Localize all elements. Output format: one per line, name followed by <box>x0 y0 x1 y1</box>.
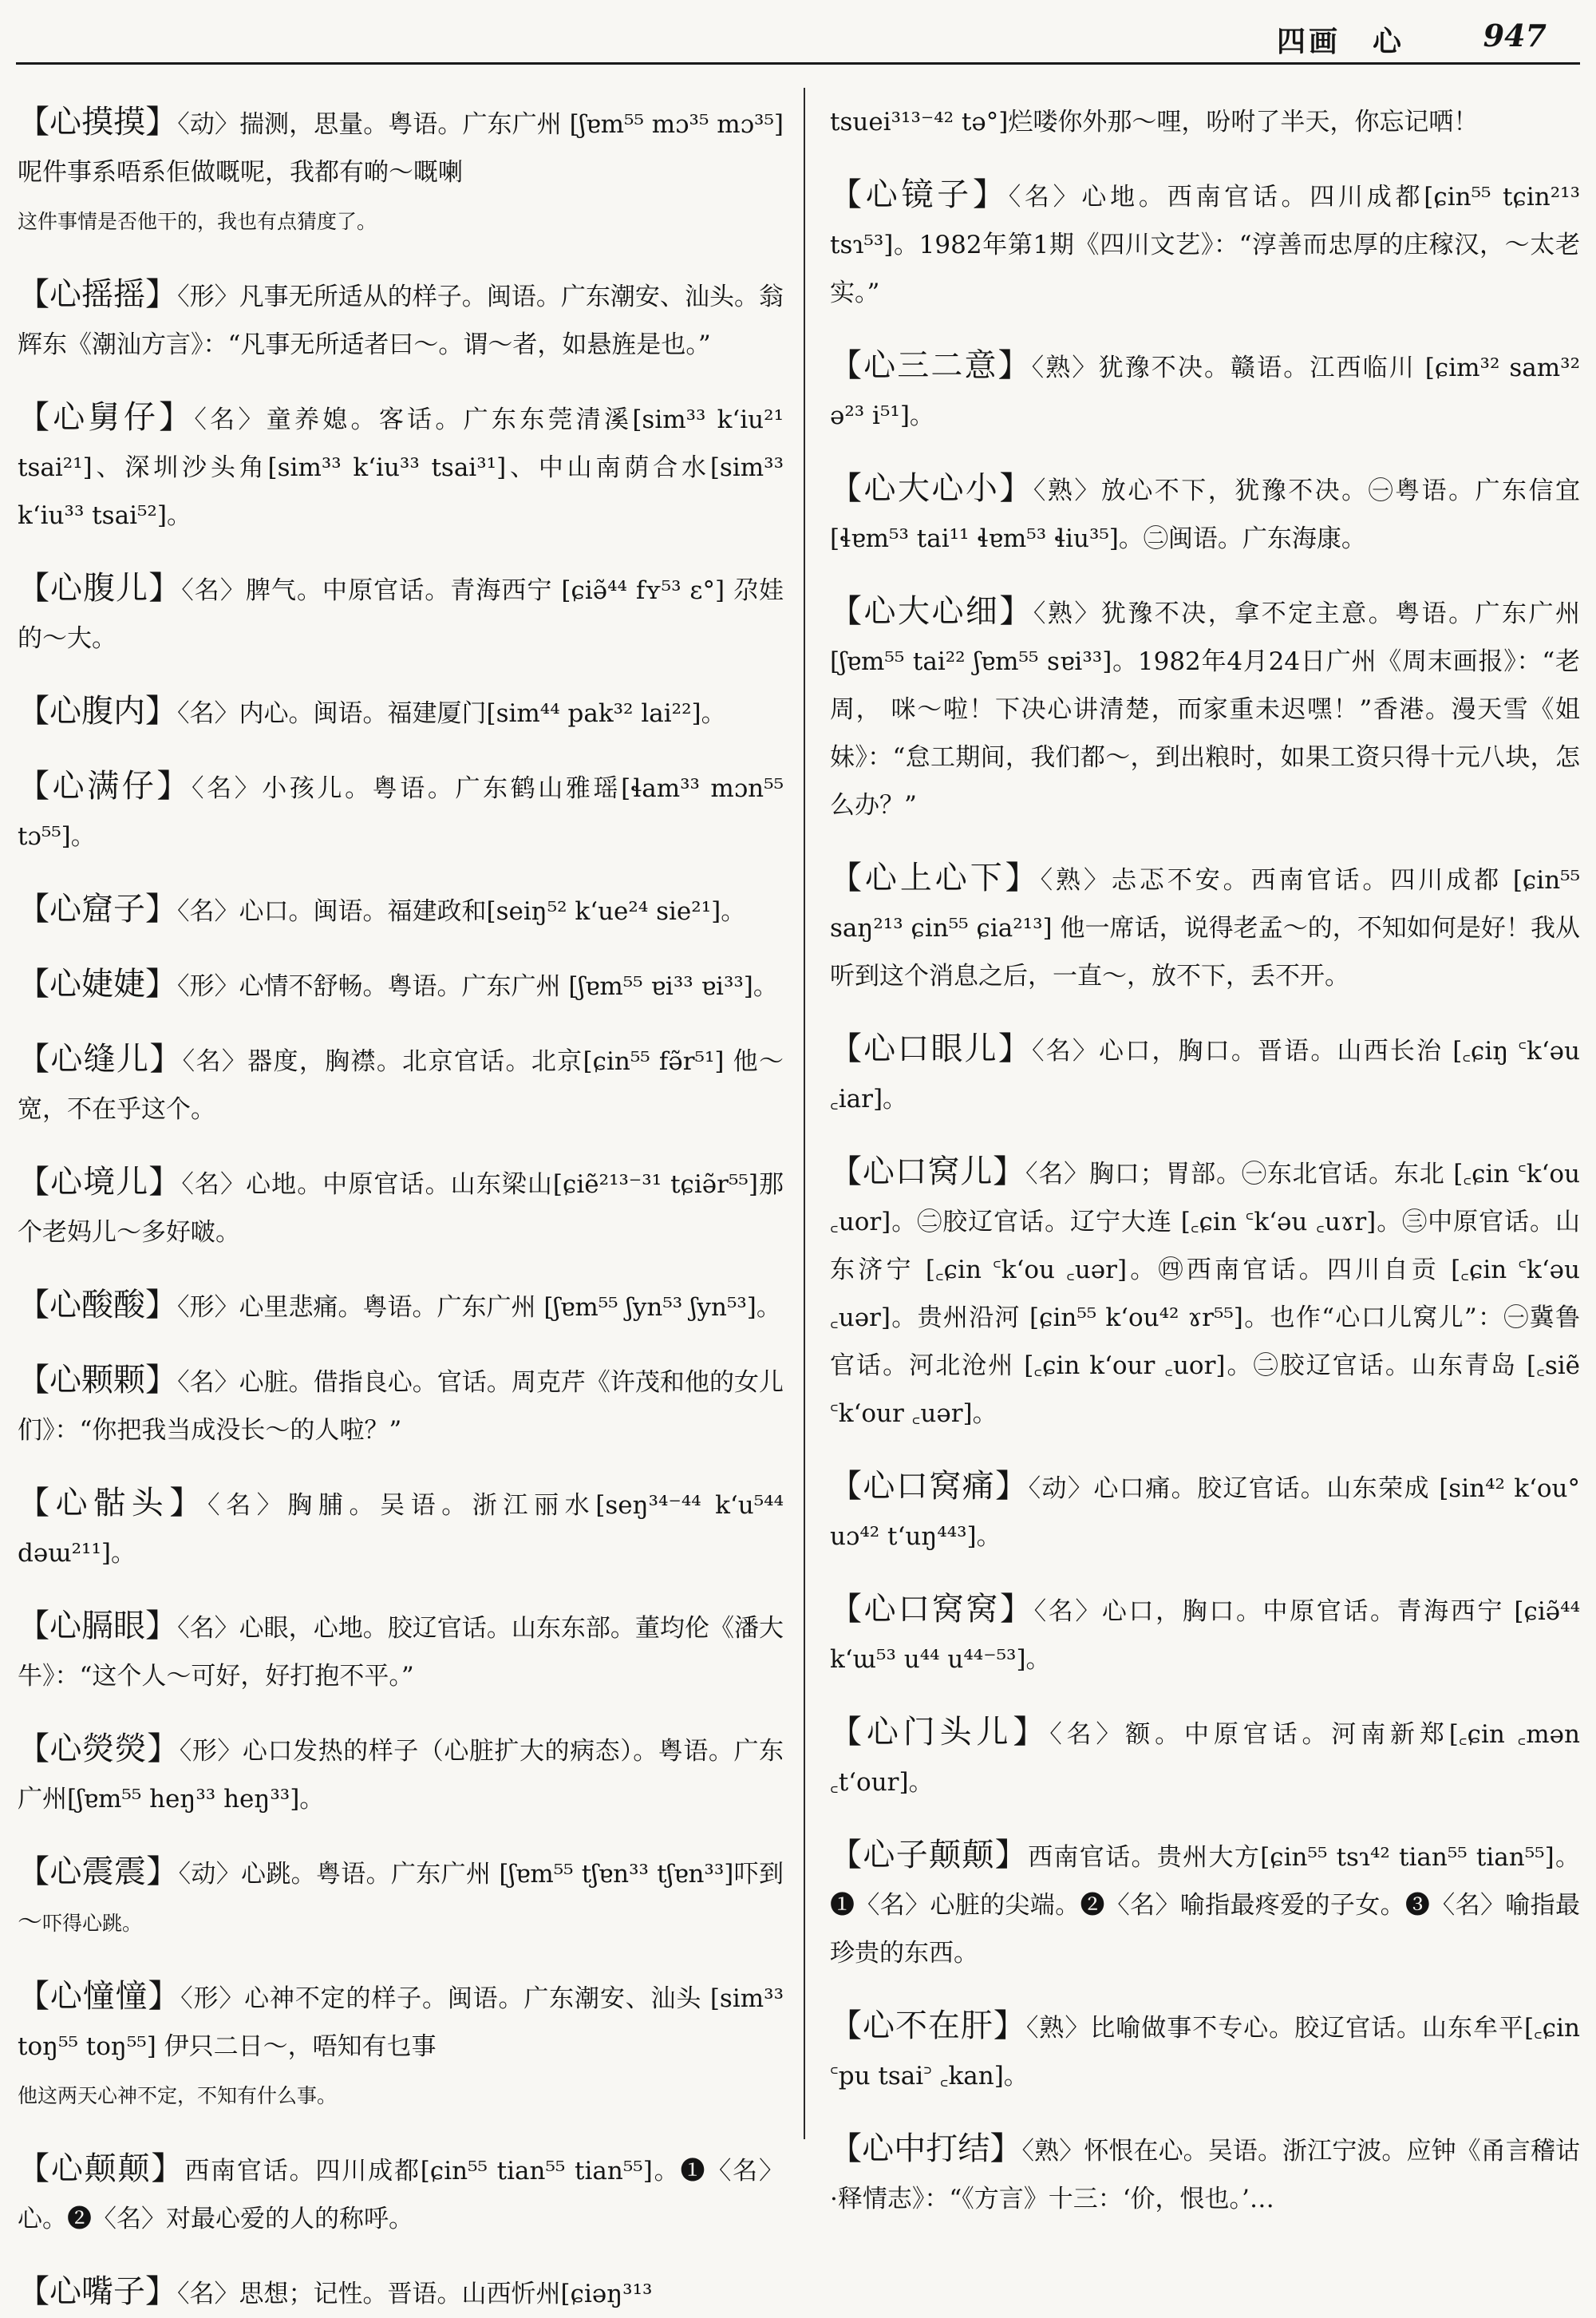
headword: 【心腹儿】 <box>18 570 182 607</box>
definition: 〈名〉脾气。中原官话。青海西宁 [ɕiə̃⁴⁴ fʏ⁵³ ɛ°] 尕娃的～大。 <box>18 576 784 653</box>
headword: 【心憧憧】 <box>18 1978 181 2015</box>
definition: 〈名〉心地。西南官话。四川成都[ɕin⁵⁵ tɕin²¹³ tsɿ⁵³]。1982年第1期《四川文艺》：“淳善而忠厚的庄稼汉，～太老实。” <box>830 183 1580 307</box>
dictionary-entry <box>18 960 784 1011</box>
dictionary-entry <box>830 465 1580 563</box>
headword: 【心骷头】 <box>18 1485 207 1521</box>
dictionary-entry <box>830 587 1580 829</box>
definition: 〈名〉童养媳。客话。广东东莞清溪[sim³³ kʻiu²¹ tsai²¹]、深圳沙头角[sim³³ kʻiu³³ tsai³¹]、中山南荫合水[sim³³ kʻiu³³ tsai⁵²]。 <box>18 405 784 530</box>
header-rule <box>16 62 1580 65</box>
dictionary-entry <box>18 1972 784 2120</box>
headword: 【心口窝痛】 <box>830 1468 1029 1505</box>
definition: tsuei³¹³⁻⁴² tə°]烂喽你外那～哩，吩咐了半天，你忘记哂！ <box>830 108 1479 136</box>
dictionary-entry <box>830 1585 1580 1683</box>
dictionary-entry <box>830 1148 1580 1438</box>
definition: 〈名〉内心。闽语。福建厦门[sim⁴⁴ pak³² lai²²]。 <box>177 699 726 728</box>
definition: 西南官话。贵州大方[ɕin⁵⁵ tsɿ⁴² tian⁵⁵ tian⁵⁵]。❶〈名〉心脏的尖端。❷〈名〉喻指最疼爱的子女。❸〈名〉喻指最珍贵的东西。 <box>830 1843 1581 1968</box>
dictionary-entry <box>830 854 1580 1000</box>
dictionary-entry <box>18 1848 784 1948</box>
dictionary-entry <box>18 1725 784 1823</box>
page-number: 947 <box>1483 18 1547 53</box>
gloss: 他这两天心神不定，不知有什么事。 <box>18 2084 338 2107</box>
dictionary-entry <box>18 2145 784 2243</box>
definition: 〈形〉心口发热的样子（心脏扩大的病态）。粤语。广东广州[ʃɐm⁵⁵ heŋ³³ heŋ³³]。 <box>18 1737 784 1814</box>
dictionary-entry <box>830 1831 1580 1977</box>
definition: 〈名〉心眼，心地。胶辽官话。山东东部。董均伦《潘大牛》：“这个人～可好，好打抱不平。” <box>18 1614 784 1691</box>
definition: 〈形〉心里悲痛。粤语。广东广州 [ʃɐm⁵⁵ ʃyn⁵³ ʃyn⁵³]。 <box>177 1293 781 1322</box>
dictionary-entry <box>18 762 784 860</box>
definition: 〈名〉心口。闽语。福建政和[seiŋ⁵² kʻue²⁴ sie²¹]。 <box>177 897 746 926</box>
definition: 〈名〉小孩儿。粤语。广东鹤山雅瑶[ɬam³³ mɔn⁵⁵ tɔ⁵⁵]。 <box>18 774 784 851</box>
headword: 【心摸摸】 <box>18 104 178 140</box>
headword: 【心镜子】 <box>830 176 1009 213</box>
dictionary-entry <box>830 1462 1580 1560</box>
dictionary-entry <box>830 171 1580 317</box>
headword: 【心舅仔】 <box>18 399 195 436</box>
definition: 〈形〉凡事无所适从的样子。闽语。广东潮安、汕头。翁辉东《潮汕方言》：“凡事无所适者曰～。谓～者，如悬旌是也。” <box>18 283 784 359</box>
definition: 〈形〉心情不舒畅。粤语。广东广州 [ʃɐm⁵⁵ ɐi³³ ɐi³³]。 <box>177 972 778 1001</box>
dictionary-entry <box>18 885 784 936</box>
headword: 【心满仔】 <box>18 768 192 805</box>
continued-entry <box>830 98 1580 146</box>
column-divider <box>804 88 805 2139</box>
definition: 〈形〉心神不定的样子。闽语。广东潮安、汕头 [sim³³ toŋ⁵⁵ toŋ⁵⁵] 伊只二日～，唔知有乜事 <box>18 1984 784 2061</box>
definition: 〈名〉胸脯。吴语。浙江丽水[seŋ³⁴⁻⁴⁴ kʻu⁵⁴⁴ dəɯ²¹¹]。 <box>18 1491 784 1568</box>
dictionary-entry <box>18 1602 784 1700</box>
headword: 【心口眼儿】 <box>830 1030 1033 1067</box>
dictionary-entry <box>830 1708 1580 1806</box>
headword: 【心三二意】 <box>830 347 1032 384</box>
headword: 【心婕婕】 <box>18 966 177 1003</box>
definition: 〈熟〉放心不下，犹豫不决。㊀粤语。广东信宜[ɬɐm⁵³ tai¹¹ ɬɐm⁵³ ɬiu³⁵]。㊁闽语。广东海康。 <box>830 477 1581 553</box>
definition: 〈动〉心口痛。胶辽官话。山东荣成 [sin⁴² kʻou° uɔ⁴² tʻuŋ⁴⁴³]。 <box>830 1474 1581 1551</box>
dictionary-entry <box>830 2125 1580 2223</box>
headword: 【心子颠颠】 <box>830 1837 1029 1873</box>
definition: 〈名〉额。中原官话。河南新郑[꜀ɕin ꜀mən ꜀tʻour]。 <box>830 1720 1580 1797</box>
headword: 【心上心下】 <box>830 860 1041 896</box>
headword: 【心嘴子】 <box>18 2273 177 2310</box>
definition: 〈名〉心口，胸口。中原官话。青海西宁 [ɕiə̃⁴⁴ kʻɯ⁵³ u⁴⁴ u⁴⁴⁻⁵³]。 <box>830 1597 1580 1674</box>
headword: 【心膈眼】 <box>18 1608 178 1644</box>
headword: 【心酸酸】 <box>18 1287 177 1323</box>
headword: 【心腹内】 <box>18 693 177 730</box>
dictionary-entry <box>18 2268 784 2318</box>
gloss: 这件事情是否他干的，我也有点猜度了。 <box>18 210 377 233</box>
dictionary-entry <box>18 394 784 540</box>
definition: 〈名〉思想；记性。晋语。山西忻州[ɕiəŋ³¹³ <box>177 2280 653 2308</box>
right-column <box>830 73 1581 2213</box>
definition: 〈名〉器度，胸襟。北京官话。北京[ɕin⁵⁵ fə̃r⁵¹] 他～宽，不在乎这个。 <box>18 1047 784 1124</box>
gloss: 吓得心跳。 <box>42 1912 143 1935</box>
dictionary-entry <box>18 687 784 738</box>
definition: 〈动〉揣测，思量。粤语。广东广州 [ʃɐm⁵⁵ mɔ³⁵ mɔ³⁵]呢件事系唔系佢做嘅呢，我都有啲～嘅喇 <box>18 110 784 187</box>
dictionary-entry <box>830 1025 1580 1123</box>
definition: 〈名〉心地。中原官话。山东梁山[ɕiẽ²¹³⁻³¹ tɕiə̃r⁵⁵]那个老妈儿～多好啵。 <box>18 1170 784 1247</box>
headword: 【心摇摇】 <box>18 276 178 313</box>
headword: 【心大心小】 <box>830 470 1033 507</box>
dictionary-entry <box>18 1479 784 1577</box>
dictionary-entry <box>18 1035 784 1133</box>
definition: 〈熟〉怀恨在心。吴语。浙江宁波。应钟《甬言稽诂·释情志》：“《方言》十三：‘价，恨也。’… <box>830 2137 1581 2213</box>
dictionary-entry <box>18 271 784 369</box>
page-header <box>0 0 1596 64</box>
section-label: 四画 心 <box>1276 25 1404 58</box>
headword: 【心颗颗】 <box>18 1362 178 1398</box>
dictionary-entry <box>18 564 784 663</box>
definition: 〈熟〉犹豫不决，拿不定主意。粤语。广东广州[ʃɐm⁵⁵ tai²² ʃɐm⁵⁵ sɐi³³]。1982年4月24日广州《周末画报》：“老周， 咪～啦！下决心讲清楚，而家重未迟嘿！”香港。漫天雪《姐妹》：“怠工期间，我们都～，到出粮时，如果工资只得十元八块，怎么办？” <box>830 599 1581 820</box>
headword: 【心震震】 <box>18 1853 179 1890</box>
definition: 西南官话。四川成都[ɕin⁵⁵ tian⁵⁵ tian⁵⁵]。❶〈名〉心。❷〈名〉对最心爱的人的称呼。 <box>18 2157 784 2233</box>
definition: 〈熟〉犹豫不决。赣语。江西临川 [ɕim³² sam³² ə²³ i⁵¹]。 <box>830 354 1581 430</box>
headword: 【心中打结】 <box>830 2130 1022 2167</box>
dictionary-entry <box>18 98 784 246</box>
left-column <box>18 73 784 2310</box>
headword: 【心口窝窝】 <box>830 1591 1034 1628</box>
definition: 〈名〉心脏。借指良心。官话。周克芹《许茂和他的女儿们》：“你把我当成没长～的人啦？” <box>18 1368 784 1445</box>
dictionary-entry <box>18 1356 784 1454</box>
headword: 【心不在肝】 <box>830 2007 1026 2044</box>
definition: 〈名〉心口，胸口。晋语。山西长治 [꜀ɕiŋ ꜂kʻəu ꜀iar]。 <box>830 1037 1580 1114</box>
headword: 【心熒熒】 <box>18 1731 180 1767</box>
headword: 【心口窝儿】 <box>830 1153 1025 1190</box>
definition: 〈熟〉比喻做事不专心。胶辽官话。山东牟平[꜀ɕin ꜂pu tsai꜄ ꜀kan]。 <box>830 2014 1581 2091</box>
definition: 〈名〉胸口；胃部。㊀东北官话。东北 [꜀ɕin ꜂kʻou ꜀uor]。㊁胶辽官话。辽宁大连 [꜀ɕin ꜂kʻəu ꜀uɤr]。㊂中原官话。山东济宁 [꜀ɕin ꜂kʻou ꜀uər]。㊃西南官话。四川自贡 [꜀ɕin ꜂kʻəu ꜀uər]。贵州沿河 [ɕin⁵⁵ kʻou⁴² ɤr⁵⁵]。也作“心口儿窝儿”：㊀冀鲁官话。河北沧州 [꜀ɕin kʻour ꜀uor]。㊁胶辽官话。山东青岛 [꜀siẽ ꜂kʻour ꜀uər]。 <box>830 1160 1581 1428</box>
dictionary-entry <box>18 1158 784 1256</box>
dictionary-entry <box>830 342 1580 440</box>
headword: 【心窟子】 <box>18 891 177 928</box>
headword: 【心颠颠】 <box>18 2150 185 2187</box>
headword: 【心境儿】 <box>18 1164 182 1201</box>
headword: 【心缝儿】 <box>18 1041 183 1078</box>
dictionary-entry <box>830 2002 1580 2100</box>
definition: 〈动〉心跳。粤语。广东广州 [ʃɐm⁵⁵ tʃɐn³³ tʃɐn³³]吓到～ <box>18 1860 784 1936</box>
dictionary-entry <box>18 1281 784 1331</box>
definition: 〈熟〉忐忑不安。西南官话。四川成都 [ɕin⁵⁵ saŋ²¹³ ɕin⁵⁵ ɕia²¹³] 他一席话，说得老孟～的，不知如何是好！我从听到这个消息之后，一直～，放不下，丢不开。 <box>830 866 1581 991</box>
headword: 【心门头儿】 <box>830 1714 1050 1750</box>
headword: 【心大心细】 <box>830 593 1033 630</box>
